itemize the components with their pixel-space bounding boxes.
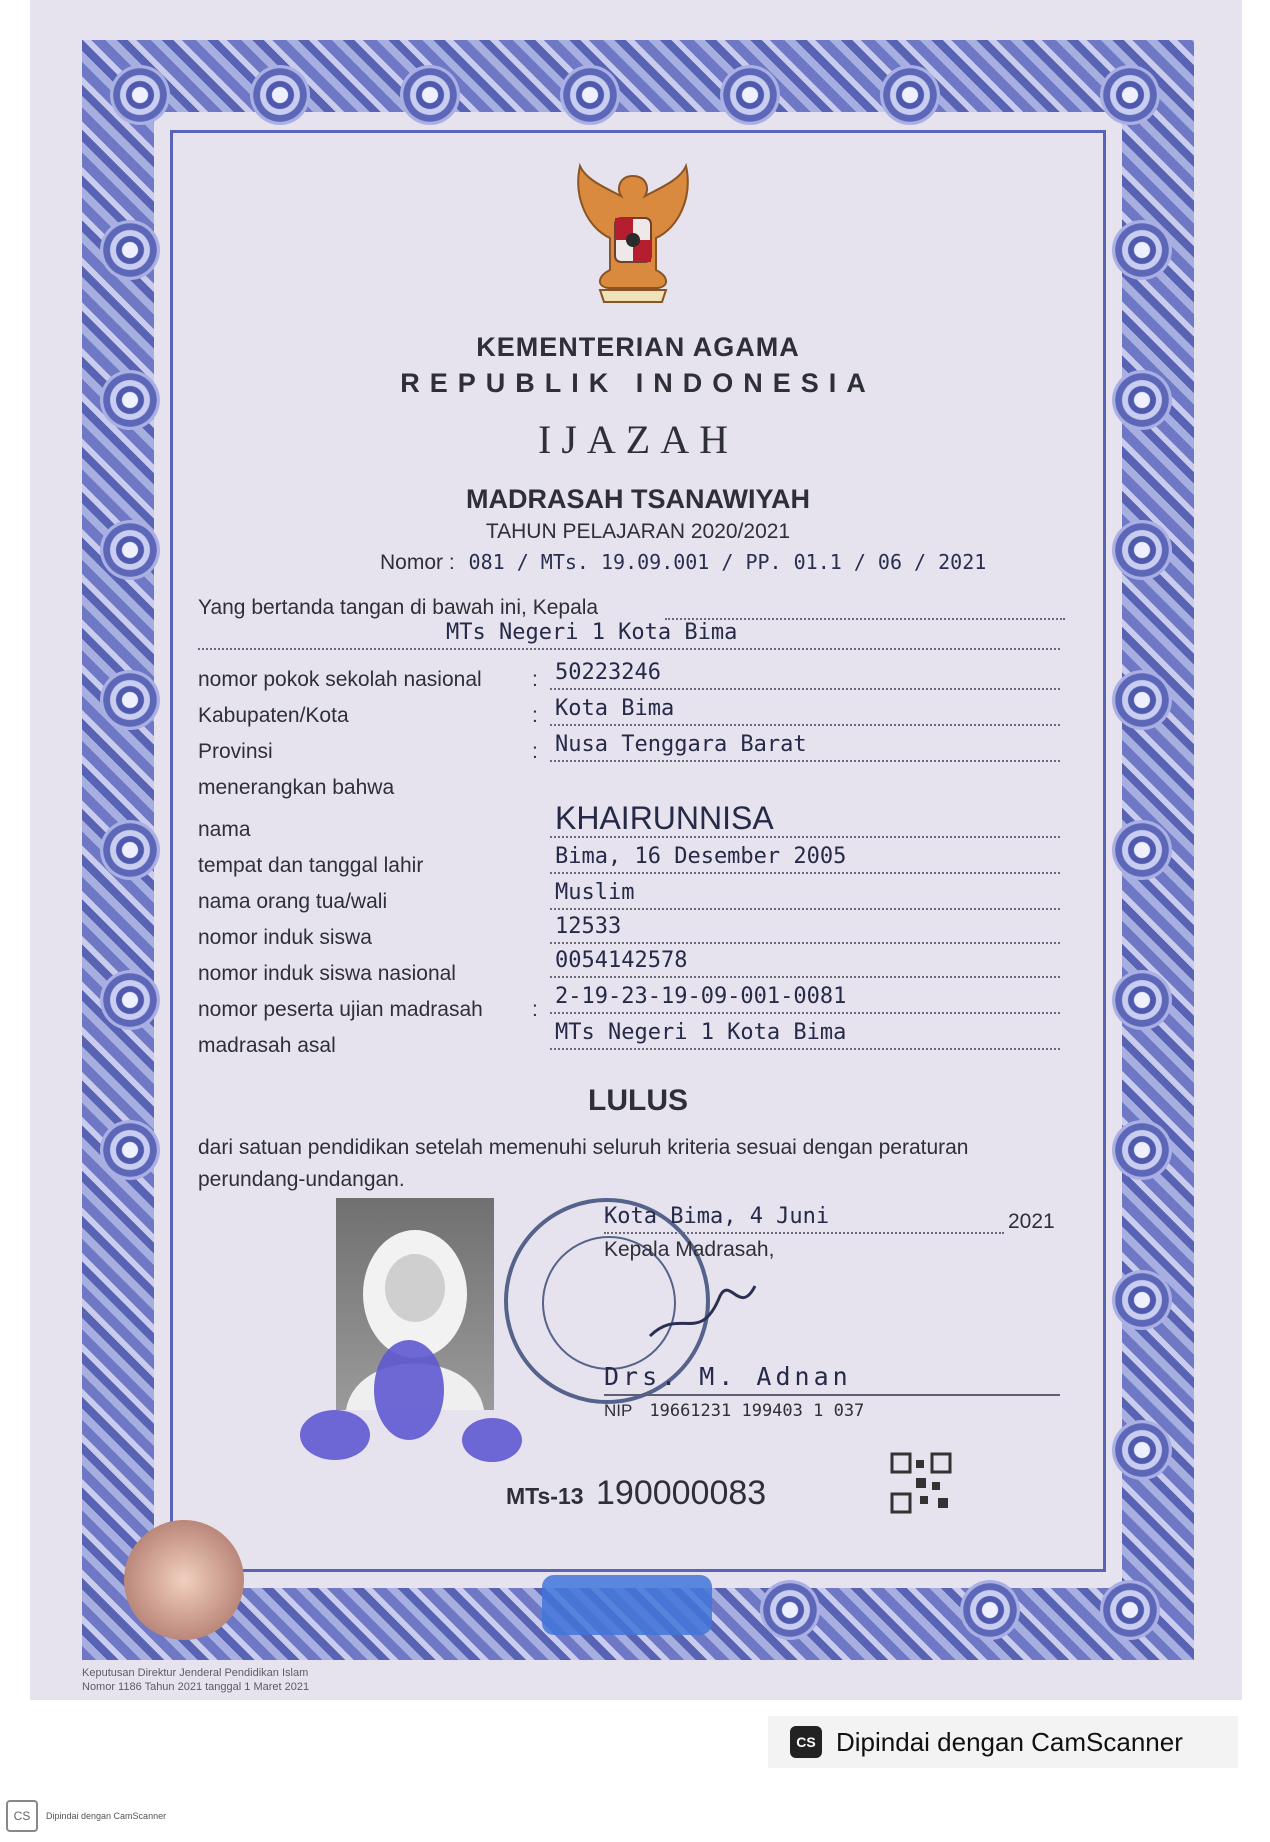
rosette-top-right [1100, 65, 1160, 125]
camscanner-watermark [768, 1716, 1238, 1768]
signer-name: Drs. M. Adnan [604, 1362, 852, 1391]
rosette-top-3 [560, 65, 620, 125]
field-label-nisn: nomor induk siswa nasional [198, 962, 456, 985]
field-value-npsn: 50223246 [550, 660, 1060, 690]
school-level-heading: MADRASAH TSANAWIYAH [465, 484, 810, 514]
rosette-bottom-2 [960, 1580, 1020, 1640]
qr-code-icon [890, 1452, 952, 1514]
rosette-right-3 [1112, 520, 1172, 580]
rosette-top-left [110, 65, 170, 125]
field-value-parent: Muslim [550, 880, 1060, 910]
field-value-nisn: 0054142578 [550, 948, 1060, 978]
camscanner-logo-icon: CS [790, 1726, 822, 1758]
field-label-origin: madrasah asal [198, 1034, 336, 1057]
field-value-city: Kota Bima [550, 696, 1060, 726]
field-value-birth: Bima, 16 Desember 2005 [550, 844, 1060, 874]
rosette-right-7 [1112, 1120, 1172, 1180]
rosette-left-5 [100, 820, 160, 880]
camscanner-text: Dipindai dengan CamScanner [836, 1726, 1183, 1757]
rosette-top-1 [250, 65, 310, 125]
security-hologram-strip [542, 1575, 712, 1635]
academic-year: TAHUN PELAJARAN 2020/2021 [485, 520, 791, 543]
field-colon: : [532, 668, 538, 691]
rosette-left-3 [100, 520, 160, 580]
handwritten-signature-icon [640, 1266, 760, 1356]
rosette-right-6 [1112, 970, 1172, 1030]
rosette-left-1 [100, 220, 160, 280]
rosette-right-5 [1112, 820, 1172, 880]
date-dotted-line [604, 1232, 1004, 1234]
field-value-nis: 12533 [550, 914, 1060, 944]
republic-heading: REPUBLIK INDONESIA [400, 368, 876, 398]
serial-prefix: MTs-13 [506, 1483, 584, 1509]
document-number-row [380, 550, 986, 575]
garuda-emblem-icon [558, 158, 708, 308]
certificate-serial [506, 1474, 766, 1513]
signature-place-date: Kota Bima, 4 Juni [604, 1204, 830, 1229]
serial-number: 190000083 [596, 1474, 767, 1512]
field-value-origin: MTs Negeri 1 Kota Bima [550, 1020, 1060, 1050]
fingerprint-right [462, 1418, 522, 1462]
document-number-value: 081 / MTs. 19.09.001 / PP. 01.1 / 06 / 2021 [468, 550, 987, 574]
rosette-left-7 [100, 1120, 160, 1180]
field-colon: : [532, 740, 538, 763]
hologram-seal [124, 1520, 244, 1640]
statement-text: menerangkan bahwa [198, 776, 395, 799]
nip-label: NIP [604, 1401, 633, 1420]
document-title: IJAZAH [538, 417, 738, 462]
rosette-left-2 [100, 370, 160, 430]
signature-year: 2021 [1008, 1210, 1055, 1233]
footnote-line-2: Nomor 1186 Tahun 2021 tanggal 1 Maret 2021 [82, 1681, 310, 1693]
document-number-label: Nomor : [380, 551, 455, 574]
rosette-bottom-1 [760, 1580, 820, 1640]
field-label-nis: nomor induk siswa [198, 926, 372, 949]
field-label-npsn: nomor pokok sekolah nasional [198, 668, 482, 691]
regulation-footnote [82, 1666, 309, 1694]
rosette-right-2 [1112, 370, 1172, 430]
field-value-exam-number: 2-19-23-19-09-001-0081 [550, 984, 1060, 1014]
rosette-right-9 [1112, 1420, 1172, 1480]
field-value-name: KHAIRUNNISA [550, 800, 1060, 838]
field-label-exam-number: nomor peserta ujian madrasah [198, 998, 483, 1021]
field-colon: : [532, 998, 538, 1021]
rosette-top-5 [880, 65, 940, 125]
signature-position: Kepala Madrasah, [604, 1238, 775, 1261]
nip-value: 19661231 199403 1 037 [649, 1401, 865, 1421]
field-label-birth: tempat dan tanggal lahir [198, 854, 424, 877]
field-colon: : [532, 704, 538, 727]
field-label-city: Kabupaten/Kota [198, 704, 349, 727]
rosette-bottom-right [1100, 1580, 1160, 1640]
rosette-left-6 [100, 970, 160, 1030]
rosette-left-4 [100, 670, 160, 730]
rosette-right-4 [1112, 670, 1172, 730]
field-label-parent: nama orang tua/wali [198, 890, 388, 913]
result-paragraph: dari satuan pendidikan setelah memenuhi seluruh kriteria sesuai dengan peraturan perundang-undangan. [198, 1136, 969, 1191]
camscanner-mini-watermark [6, 1800, 166, 1832]
ministry-heading: KEMENTERIAN AGAMA [476, 332, 800, 362]
result-heading: LULUS [588, 1084, 688, 1117]
fingerprint-left [300, 1410, 370, 1460]
field-label-province: Provinsi [198, 740, 273, 763]
intro-text: Yang bertanda tangan di bawah ini, Kepala [198, 596, 599, 619]
camscanner-mini-icon: CS [6, 1800, 38, 1832]
intro-dotted-line [665, 596, 1065, 620]
signer-underline [604, 1394, 1060, 1396]
rosette-top-4 [720, 65, 780, 125]
fingerprint-center [374, 1340, 444, 1440]
footnote-line-1: Keputusan Direktur Jenderal Pendidikan Islam [82, 1667, 309, 1679]
camscanner-mini-text: Dipindai dengan CamScanner [46, 1811, 167, 1821]
signer-nip [604, 1400, 864, 1421]
intro-school-name: MTs Negeri 1 Kota Bima [198, 620, 1060, 650]
rosette-right-8 [1112, 1270, 1172, 1330]
field-value-province: Nusa Tenggara Barat [550, 732, 1060, 762]
rosette-right-1 [1112, 220, 1172, 280]
rosette-top-2 [400, 65, 460, 125]
field-label-name: nama [198, 818, 251, 841]
